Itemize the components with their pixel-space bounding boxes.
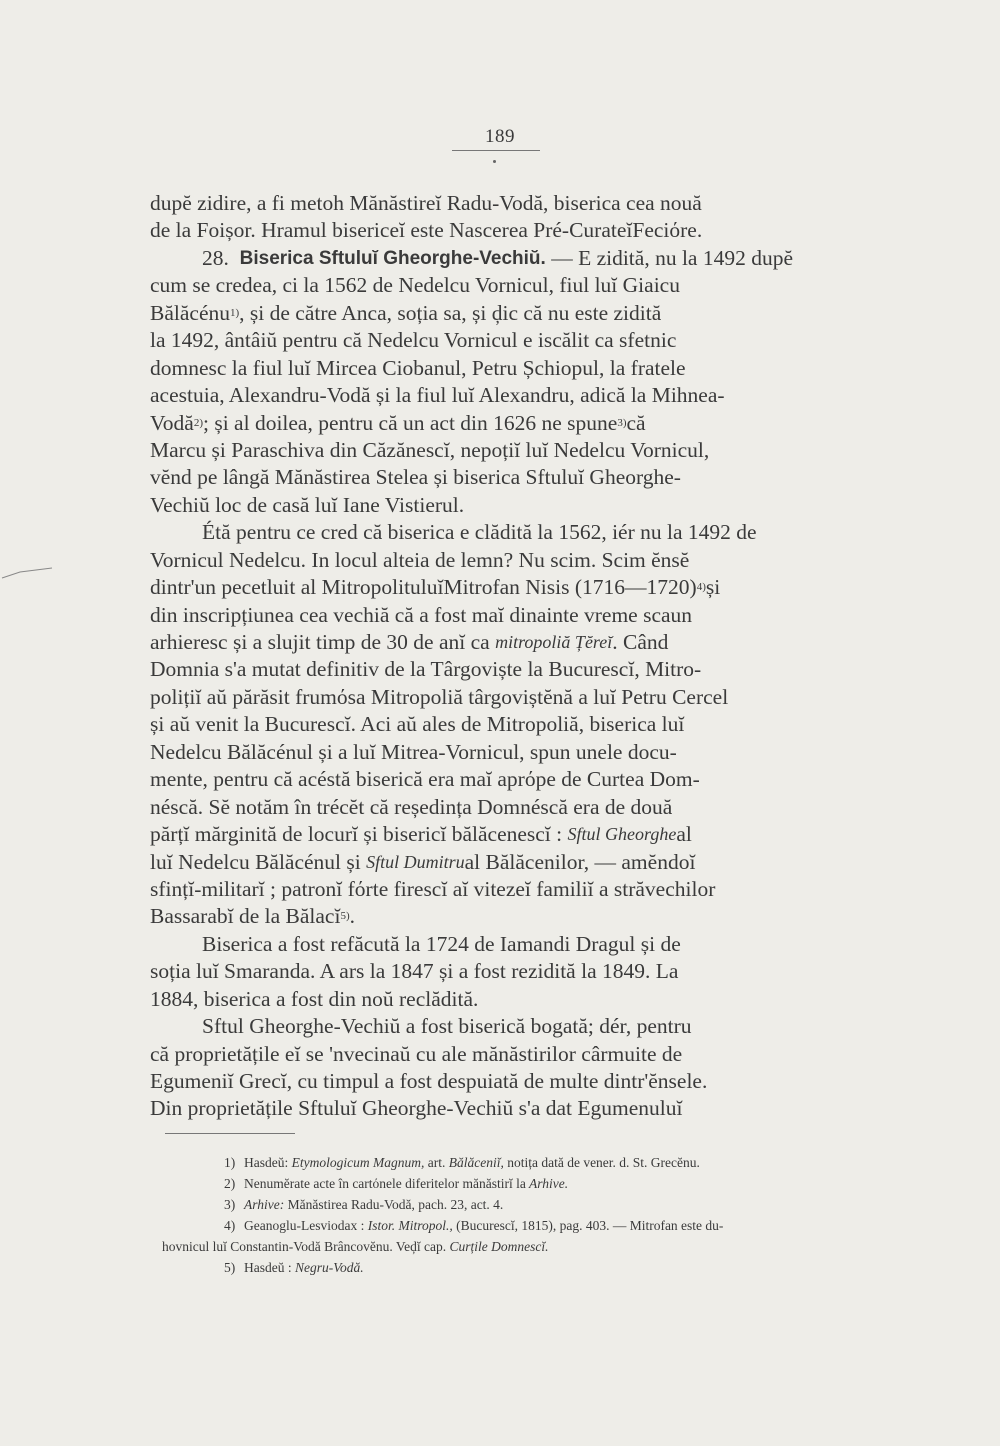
body-line xyxy=(150,464,855,491)
body-line xyxy=(150,1041,855,1068)
line-text: . Când xyxy=(612,630,669,654)
body-line xyxy=(150,217,855,244)
line-text: luĭ Nedelcu Bălăcénul și xyxy=(150,849,361,874)
line-text: Étă pentru ce cred că biserica e clădită la 1562, iér nu la 1492 de xyxy=(202,520,757,545)
line-text: părțĭ mărginită de locurĭ și bisericĭ bălăcenescĭ : xyxy=(150,822,563,847)
body-line xyxy=(150,684,855,711)
line-text: polițiĭ aŭ părăsit frumόsa Mitropoliă târgoviștĕnă a luĭ Petru Cercel xyxy=(150,684,729,709)
line-text: dintr'un pecetluit al MitropolituluĭMitrofan Nisis (1716—1720) xyxy=(150,575,697,600)
body-line xyxy=(150,876,855,903)
footnotes xyxy=(162,1152,852,1278)
line-text: acestuia, Alexandru-Vodă și la fiul luĭ Alexandru, adică la Mihnea- xyxy=(150,383,725,408)
body-line xyxy=(150,547,855,574)
footnote-text: Hasdeŭ : xyxy=(244,1260,292,1275)
body-line xyxy=(150,190,855,217)
line-text: Domnia s'a mutat definitiv de la Târgoviște la Bucurescĭ, Mitro- xyxy=(150,657,702,682)
header-rule xyxy=(452,150,540,151)
footnote-number: 5) xyxy=(224,1260,236,1275)
line-text: Din proprietățile Sftuluĭ Gheorghe-Vechiŭ s'a dat Egumenuluĭ xyxy=(150,1096,683,1121)
line-text: Egumeniĭ Grecĭ, cu timpul a fost despuiată de multe dintr'ĕnsele. xyxy=(150,1069,708,1093)
section-heading: Biserica Sftuluĭ Gheorghe-Vechiŭ. xyxy=(239,247,546,269)
margin-pencil-mark xyxy=(0,566,55,580)
line-text: Vornicul Nedelcu. In locul alteia de lemn? Nu scim. Scim ĕnsĕ xyxy=(150,547,690,572)
line-text: Biserica a fost refăcută la 1724 de Iamandi Dragul și de xyxy=(202,931,681,956)
body-line xyxy=(150,519,855,546)
line-text: al Bălăcenilor, — amĕndoĭ xyxy=(464,849,696,874)
footnote-italic: Arhive. xyxy=(525,1176,569,1191)
footnote-text: art. xyxy=(424,1155,446,1170)
body-line xyxy=(150,903,855,930)
line-text: al xyxy=(676,822,692,847)
footnote-number: 2) xyxy=(224,1176,236,1191)
footnote-ref: 5) xyxy=(340,910,350,923)
body-line xyxy=(150,986,855,1013)
body-line xyxy=(150,629,855,656)
body-line xyxy=(150,656,855,683)
body-line xyxy=(150,245,855,272)
line-text: și xyxy=(705,575,721,600)
footnote-text: Mănăstirea Radu-Vodă, pach. 23, act. 4. xyxy=(284,1197,504,1212)
footnote-ref: 2) xyxy=(193,416,203,429)
line-text: că xyxy=(626,410,646,435)
line-text: Bassarabĭ de la Bălacĭ xyxy=(150,904,341,929)
italic-phrase: mitropoliă Țĕreĭ xyxy=(495,632,613,652)
header-dot xyxy=(493,160,496,163)
line-text: din inscripțiunea cea vechiă că a fost maĭ dinainte vreme scaun xyxy=(150,602,693,627)
footnote-number: 3) xyxy=(224,1197,236,1212)
body-line xyxy=(150,711,855,738)
footnote-italic: Negru-Vodă. xyxy=(291,1260,364,1275)
footnote xyxy=(162,1173,852,1194)
footnote-text: notița dată de vener. d. St. Grecĕnu. xyxy=(503,1155,700,1170)
italic-phrase: Sftul Gheorghe xyxy=(567,824,677,845)
body-line xyxy=(150,766,855,793)
line-text: soția luĭ Smaranda. A ars la 1847 și a fost rezidită la 1849. La xyxy=(150,959,679,984)
body-line xyxy=(150,931,855,958)
line-text: Vechiŭ loc de casă luĭ Iane Vistierul. xyxy=(150,492,465,517)
footnote-rule xyxy=(165,1133,295,1134)
body-line xyxy=(150,794,855,821)
body-line xyxy=(150,1013,855,1040)
line-text: cum se credea, ci la 1562 de Nedelcu Vornicul, fiul luĭ Giaicu xyxy=(150,273,680,298)
body-line xyxy=(150,492,855,519)
footnote xyxy=(162,1215,852,1236)
footnote xyxy=(162,1194,852,1215)
body-line xyxy=(150,574,855,601)
page-number: 189 xyxy=(485,126,515,147)
footnote xyxy=(162,1152,852,1173)
line-text: Marcu și Paraschiva din Căzănescĭ, nepoțiĭ luĭ Nedelcu Vornicul, xyxy=(150,437,710,462)
section-number: 28. xyxy=(202,245,229,270)
footnote-italic: Arhive: xyxy=(244,1197,285,1212)
line-text: 1884, biserica a fost din noŭ reclădită. xyxy=(150,986,479,1011)
line-text: ; și al doilea, pentru că un act din 1626 ne spune xyxy=(202,410,618,435)
line-text: domnesc la fiul luĭ Mircea Ciobanul, Petru Șchiopul, la fratele xyxy=(150,355,686,380)
footnote-italic: Bălăceniĭ, xyxy=(445,1155,504,1170)
footnote-text: hovnicul luĭ Constantin-Vodă Brâncovĕnu. Veḑĭ cap. xyxy=(162,1239,447,1254)
line-text: la 1492, ântâiŭ pentru că Nedelcu Vornicul e iscălit ca sfetnic xyxy=(150,328,677,353)
body-line xyxy=(150,300,855,327)
footnote-italic: Etymologicum Magnum, xyxy=(291,1155,425,1170)
line-text: néscă. Sĕ notăm în trécĕt că reședința Domnéscă era de două xyxy=(150,794,673,819)
body-line xyxy=(150,382,855,409)
body-line xyxy=(150,958,855,985)
body-line xyxy=(150,437,855,464)
line-text: Vodă xyxy=(150,410,194,435)
body-line xyxy=(150,1068,855,1095)
body-line xyxy=(150,327,855,354)
footnote-italic: Istor. Mitropol., xyxy=(364,1218,453,1233)
footnote-italic: Curțile Domnescĭ. xyxy=(446,1239,549,1254)
line-text: că proprietățile eĭ se 'nvecinaŭ cu ale mănăstirilor cârmuite de xyxy=(150,1041,683,1066)
body-text xyxy=(150,190,855,1123)
line-text: și aŭ venit la Bucurescĭ. Aci aŭ ales de Mitropoliă, biserica luĭ xyxy=(150,712,685,737)
line-text: de la Foișor. Hramul bisericeĭ este Nascerea Pré-CurateĭFeciόre. xyxy=(150,218,703,243)
line-text: Sftul Gheorghe-Vechiŭ a fost biserică bogată; dér, pentru xyxy=(202,1014,692,1039)
footnote-text: (Bucurescĭ, 1815), pag. 403. — Mitrofan este du- xyxy=(452,1218,724,1233)
line-text: dupĕ zidire, a fi metoh Mănăstireĭ Radu-Vodă, biserica cea nouă xyxy=(150,191,702,215)
footnote-number: 1) xyxy=(224,1155,236,1170)
body-line xyxy=(150,1095,855,1122)
body-line xyxy=(150,849,855,876)
line-text: vĕnd pe lângă Mănăstirea Stelea și biserica Sftuluĭ Gheorghe- xyxy=(150,465,681,490)
line-text: Nedelcu Bălăcénul și a luĭ Mitrea-Vornicul, spun unele docu- xyxy=(150,739,677,764)
footnote-text: Hasdeŭ: xyxy=(244,1155,289,1170)
line-text: mente, pentru că acéstă biserică era maĭ aprόpe de Curtea Dom- xyxy=(150,767,700,792)
body-line xyxy=(150,821,855,848)
footnote-ref: 1) xyxy=(230,306,240,319)
body-line xyxy=(150,739,855,766)
footnote xyxy=(162,1257,852,1278)
body-line xyxy=(150,272,855,299)
line-text: . xyxy=(349,904,355,929)
italic-phrase: Sftul Dumitru xyxy=(366,851,465,872)
footnote-ref: 4) xyxy=(696,581,706,594)
footnote-continuation xyxy=(162,1236,852,1257)
line-text: — E zidită, nu la 1492 dupĕ xyxy=(551,245,794,270)
body-line xyxy=(150,410,855,437)
footnote-text: Geanoglu-Lesviodax : xyxy=(244,1218,365,1233)
footnote-text: Nenumĕrate acte în cartόnele diferitelor mănăstirĭ la xyxy=(244,1176,526,1191)
line-text: arhieresc și a slujit timp de 30 de anĭ ca xyxy=(150,630,490,654)
line-text: Bălăcénu xyxy=(150,300,230,325)
line-text: sfințĭ-militarĭ ; patronĭ fόrte firescĭ aĭ vitezeĭ familiĭ a străvechilor xyxy=(150,876,716,901)
footnote-ref: 3) xyxy=(617,416,627,429)
body-line xyxy=(150,355,855,382)
footnote-number: 4) xyxy=(224,1218,236,1233)
line-text: , și de către Anca, soția sa, și ḑic că nu este zidită xyxy=(239,300,662,325)
body-line xyxy=(150,602,855,629)
